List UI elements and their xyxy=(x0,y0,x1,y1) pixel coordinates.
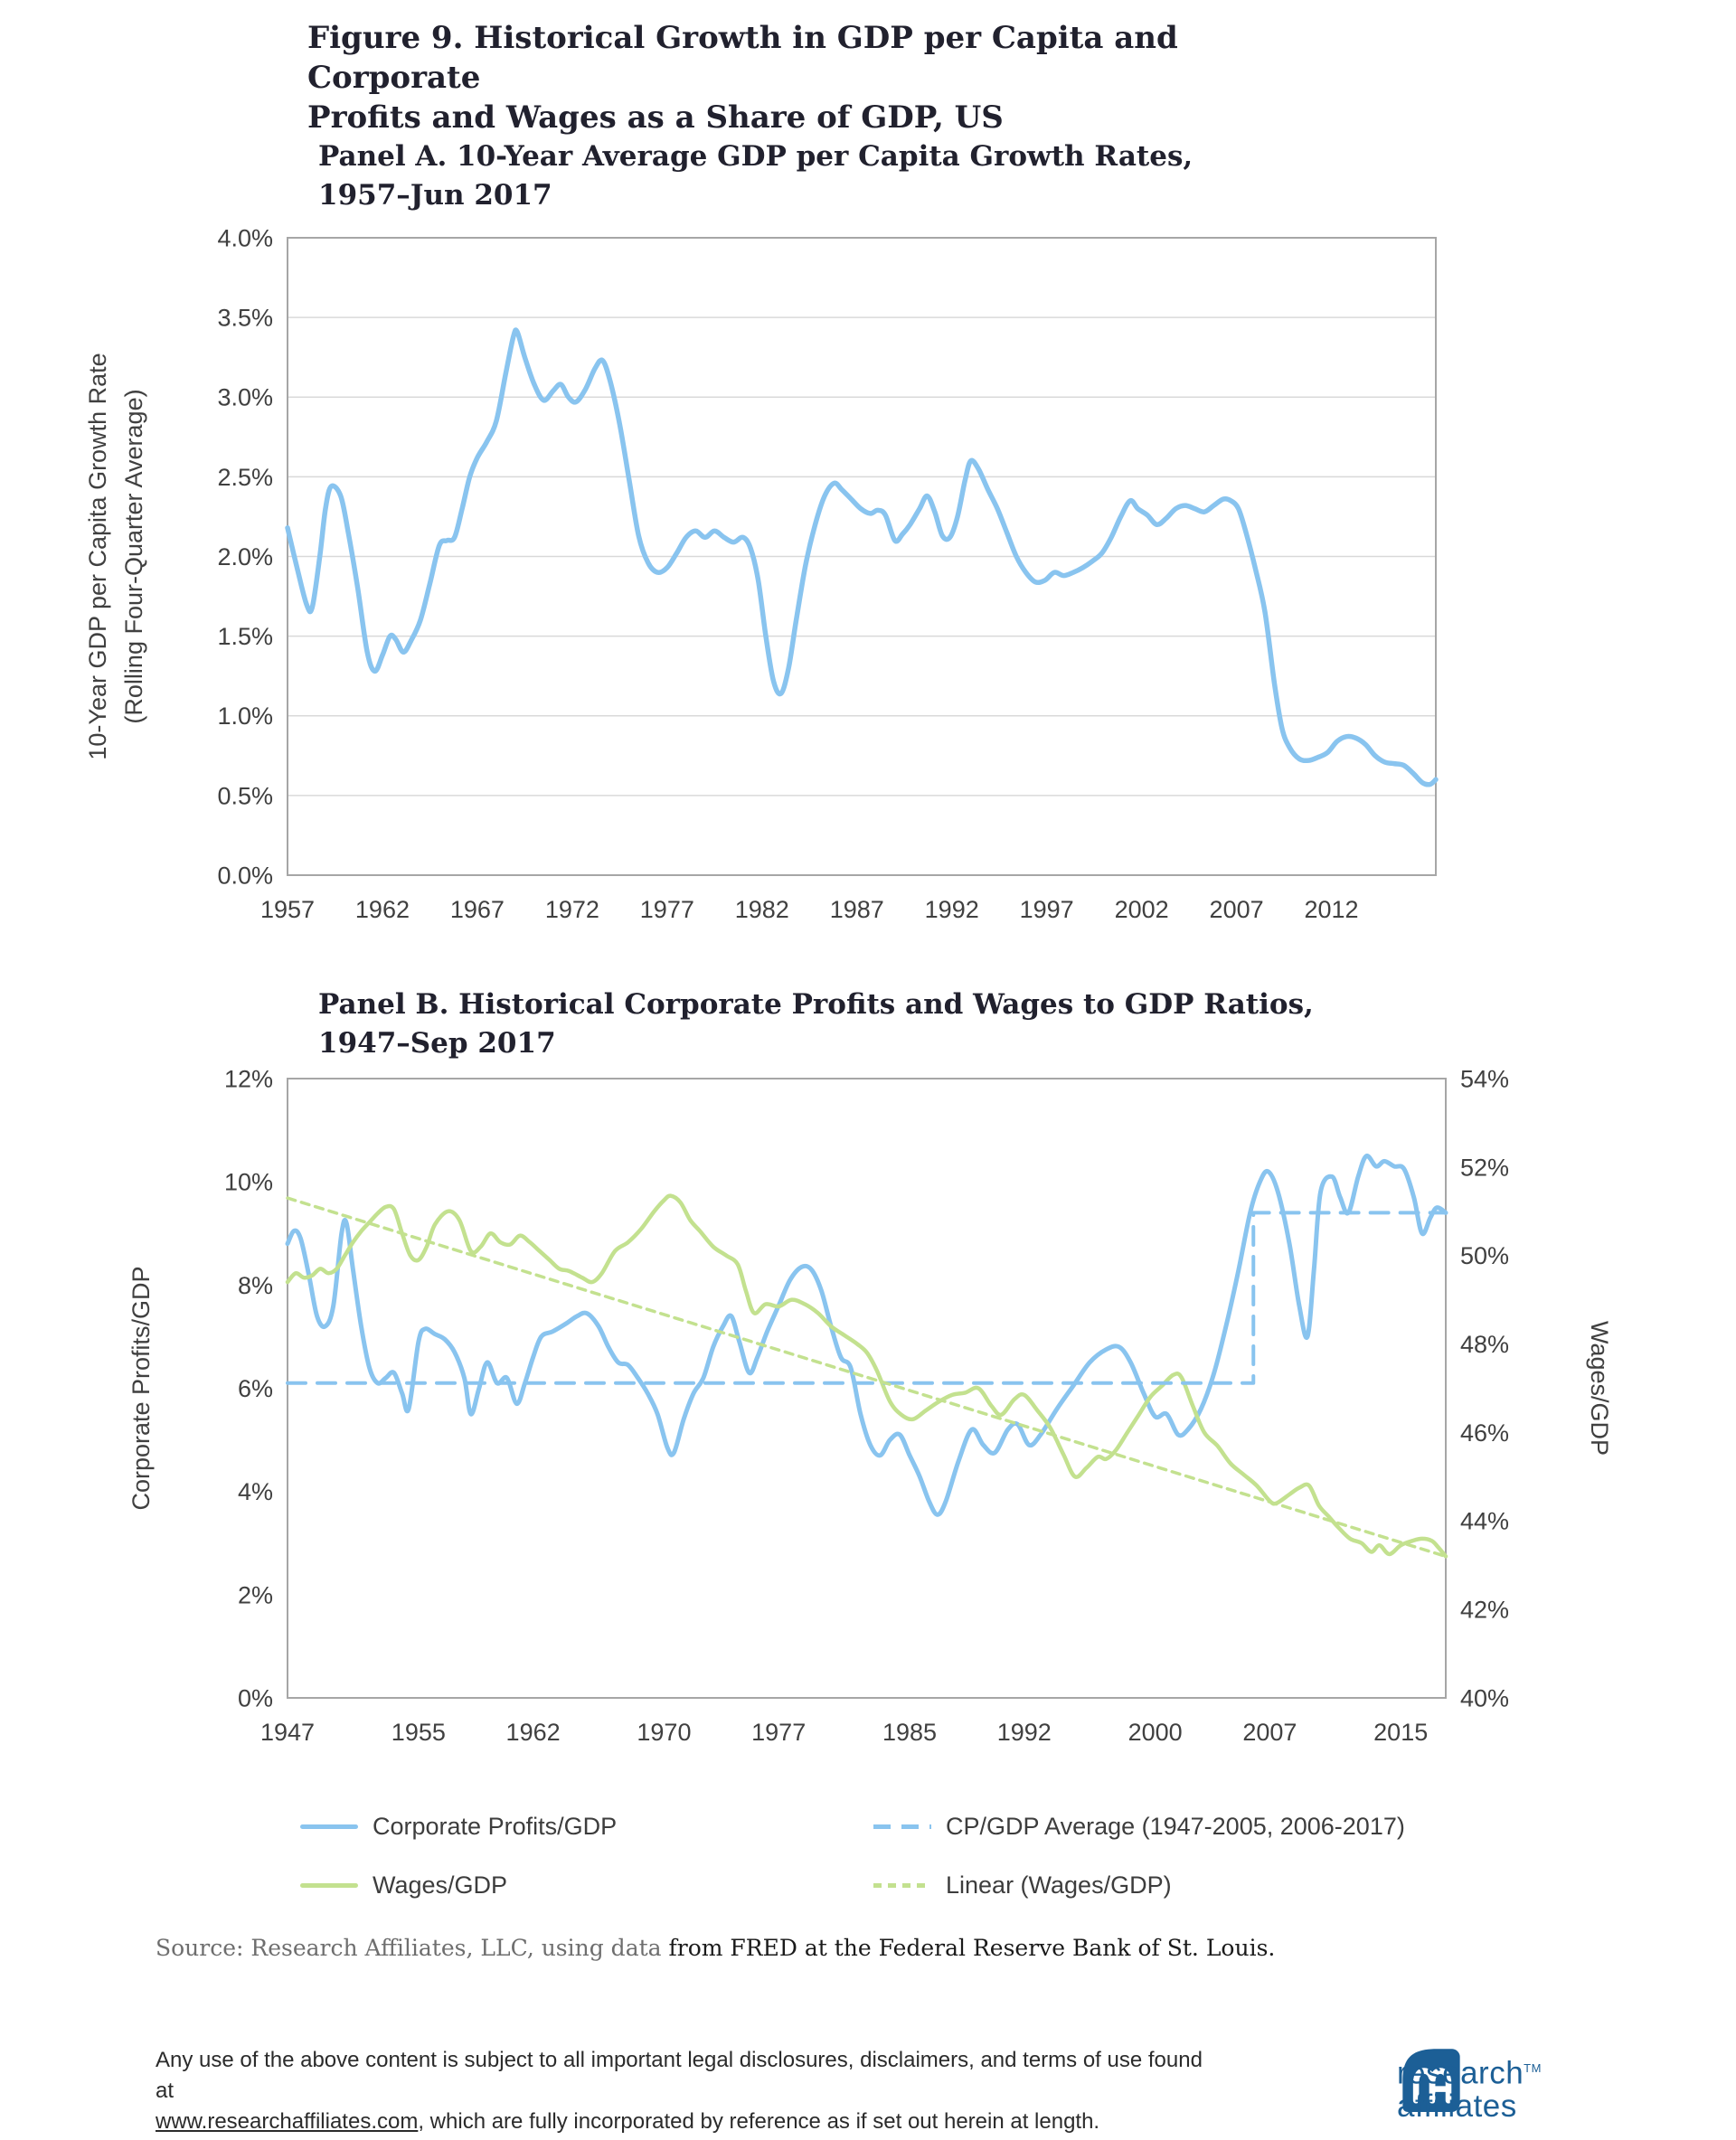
svg-text:48%: 48% xyxy=(1460,1331,1510,1359)
legend-item-cp-average xyxy=(873,1808,1405,1844)
panel-b-title xyxy=(318,985,1403,1063)
svg-text:10%: 10% xyxy=(223,1168,273,1196)
legend-item-corporate-profits xyxy=(300,1808,617,1844)
legend-swatch-green-solid xyxy=(300,1883,358,1888)
svg-text:1992: 1992 xyxy=(924,896,979,923)
svg-text:2007: 2007 xyxy=(1209,896,1264,923)
svg-text:1947: 1947 xyxy=(259,1719,316,1746)
logo-tm: TM xyxy=(1524,2061,1542,2075)
panel-a-title-line1: Panel A. 10-Year Average GDP per Capita Growth Rates, xyxy=(318,140,1194,173)
logo-word-bottom: affiliates xyxy=(1397,2088,1517,2124)
svg-text:1.5%: 1.5% xyxy=(217,623,273,651)
svg-text:1985: 1985 xyxy=(882,1719,938,1746)
svg-text:3.5%: 3.5% xyxy=(217,304,273,332)
svg-text:54%: 54% xyxy=(1460,1065,1510,1093)
svg-text:0%: 0% xyxy=(237,1684,273,1712)
legend-label: CP/GDP Average (1947-2005, 2006-2017) xyxy=(946,1812,1405,1840)
source-note-rest: from FRED at the Federal Reserve Bank of St. Louis. xyxy=(668,1935,1276,1961)
svg-text:1970: 1970 xyxy=(637,1719,692,1746)
svg-text:2000: 2000 xyxy=(1127,1719,1183,1746)
svg-text:2.5%: 2.5% xyxy=(217,463,273,491)
svg-text:2.0%: 2.0% xyxy=(217,542,273,570)
svg-text:1957: 1957 xyxy=(259,896,316,923)
svg-text:1977: 1977 xyxy=(751,1719,807,1746)
legend-label: Corporate Profits/GDP xyxy=(373,1812,618,1840)
svg-text:Wages/GDP: Wages/GDP xyxy=(1586,1320,1613,1457)
svg-text:8%: 8% xyxy=(237,1271,273,1299)
svg-text:1972: 1972 xyxy=(544,896,599,923)
svg-text:2015: 2015 xyxy=(1373,1719,1429,1746)
disclaimer-line2: , which are fully incorporated by reference as if set out herein at length. xyxy=(418,2109,1100,2134)
svg-text:1962: 1962 xyxy=(505,1719,561,1746)
logo-wordmark xyxy=(1397,2052,1542,2123)
panel-a-title xyxy=(318,137,1313,215)
svg-text:42%: 42% xyxy=(1460,1596,1510,1624)
researchaffiliates-link[interactable]: www.researchaffiliates.com xyxy=(156,2109,419,2134)
source-note xyxy=(156,1935,1421,1961)
svg-text:12%: 12% xyxy=(223,1065,273,1093)
svg-text:4.0%: 4.0% xyxy=(217,224,273,252)
figure-title-line1: Figure 9. Historical Growth in GDP per Capita and Corporate xyxy=(307,20,1178,96)
svg-text:10-Year GDP per Capita Growth: 10-Year GDP per Capita Growth Rate xyxy=(84,353,111,760)
svg-text:40%: 40% xyxy=(1460,1684,1510,1712)
svg-text:1955: 1955 xyxy=(391,1719,446,1746)
svg-text:1992: 1992 xyxy=(996,1719,1052,1746)
legend-swatch-blue-dashed xyxy=(873,1824,931,1829)
logo-word-top: research xyxy=(1397,2055,1524,2091)
svg-text:50%: 50% xyxy=(1460,1242,1510,1270)
svg-text:2%: 2% xyxy=(237,1581,273,1609)
legal-disclaimer xyxy=(156,2045,1222,2137)
svg-text:1977: 1977 xyxy=(639,896,694,923)
panel-a-title-line2: 1957–Jun 2017 xyxy=(318,179,552,212)
svg-text:4%: 4% xyxy=(237,1478,273,1506)
legend-swatch-blue-solid xyxy=(300,1824,358,1829)
svg-text:46%: 46% xyxy=(1460,1419,1510,1447)
svg-text:(Rolling Four-Quarter Average): (Rolling Four-Quarter Average) xyxy=(120,389,147,724)
svg-text:1962: 1962 xyxy=(354,896,410,923)
legend-label: Wages/GDP xyxy=(373,1871,508,1899)
disclaimer-line1: Any use of the above content is subject to all important legal disclosures, disclaimers, and terms of use found at xyxy=(156,2048,1203,2103)
figure-title xyxy=(307,18,1338,137)
panel-a-chart xyxy=(54,217,1646,954)
panel-b-chart xyxy=(54,1058,1682,1781)
panel-b-title-line1: Panel B. Historical Corporate Profits and Wages to GDP Ratios, xyxy=(318,988,1314,1021)
svg-text:2012: 2012 xyxy=(1304,896,1359,923)
svg-text:0.0%: 0.0% xyxy=(217,862,273,890)
svg-text:3.0%: 3.0% xyxy=(217,383,273,411)
svg-text:Corporate Profits/GDP: Corporate Profits/GDP xyxy=(127,1266,155,1511)
svg-text:52%: 52% xyxy=(1460,1154,1510,1182)
svg-text:1997: 1997 xyxy=(1019,896,1074,923)
svg-text:1987: 1987 xyxy=(829,896,884,923)
legend-item-wages xyxy=(300,1867,507,1903)
svg-text:1.0%: 1.0% xyxy=(217,702,273,731)
legend-swatch-green-dashed xyxy=(873,1883,931,1888)
svg-text:2007: 2007 xyxy=(1242,1719,1297,1746)
panel-b-title-line2: 1947–Sep 2017 xyxy=(318,1027,556,1060)
svg-text:2002: 2002 xyxy=(1114,896,1169,923)
svg-text:1982: 1982 xyxy=(734,896,789,923)
svg-text:1967: 1967 xyxy=(449,896,505,923)
svg-text:44%: 44% xyxy=(1460,1507,1510,1535)
svg-text:6%: 6% xyxy=(237,1374,273,1402)
legend-label: Linear (Wages/GDP) xyxy=(946,1871,1172,1899)
figure-title-line2: Profits and Wages as a Share of GDP, US xyxy=(307,99,1004,136)
research-affiliates-logo xyxy=(1397,2045,1542,2124)
svg-text:0.5%: 0.5% xyxy=(217,782,273,810)
legend-item-linear-wages xyxy=(873,1867,1172,1903)
source-note-gray: Source: Research Affiliates, LLC, using data xyxy=(156,1935,669,1961)
